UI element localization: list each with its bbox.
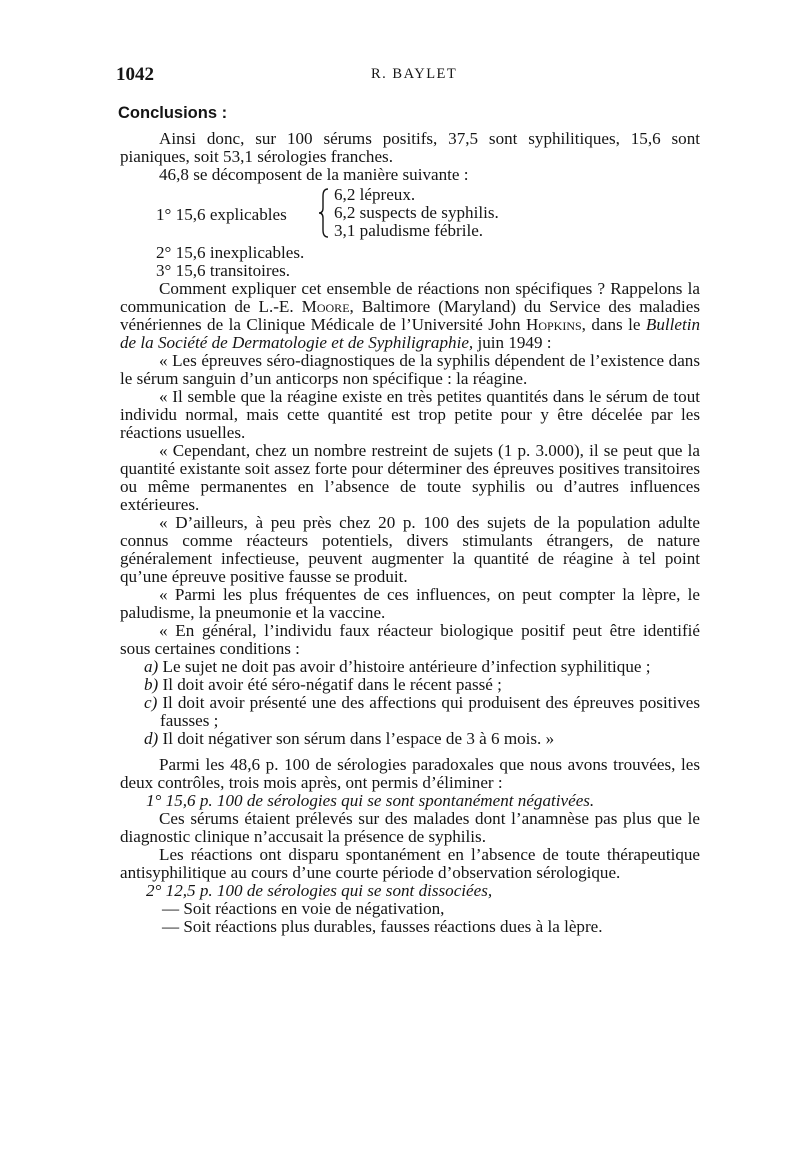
condition-item (120, 658, 700, 676)
list-item: 2° 15,6 inexplicables. (156, 243, 305, 262)
journal-title: Bulletin de la Société de Dermatologie et de Syphiligraphie, (120, 315, 700, 352)
quote-paragraph: « En général, l’individu faux réacteur biologique positif peut être identifié sous certaines conditions : (120, 621, 700, 658)
page-header (116, 60, 700, 90)
item-heading: 1° 15,6 p. 100 de sérologies qui se sont spontanément négativées. (146, 791, 595, 810)
breakdown-block (120, 186, 700, 244)
condition-text: Il doit négativer son sérum dans l’espace de 3 à 6 mois. » (158, 729, 555, 748)
condition-marker: b) (144, 675, 159, 694)
dash-item: — Soit réactions en voie de négativation, (162, 899, 445, 918)
quote-paragraph: « Parmi les plus fréquentes de ces influences, on peut compter la lèpre, le paludisme, la pneumonie et la vaccine. (120, 585, 700, 622)
list-item: 3° 15,6 transitoires. (156, 261, 291, 280)
paragraph: 46,8 se décomposent de la manière suivante : (159, 165, 469, 184)
quote-paragraph: « D’ailleurs, à peu près chez 20 p. 100 des sujets de la population adulte connus comme réacteurs potentiels, divers stimulants étrangers, de nature généralement infectieuse, peuvent augmenter la quantité de réagine à tel point qu’une épreuve positive fausse se produit. (120, 513, 700, 586)
condition-text: Il doit avoir présenté une des affections qui produisent des épreuves positives fausses ; (157, 693, 700, 730)
page-number: 1042 (116, 64, 154, 85)
dash-item: — Soit réactions plus durables, fausses réactions dues à la lèpre. (162, 917, 603, 936)
condition-marker: d) (144, 729, 159, 748)
text-span: Comment expliquer cet ensemble de réactions non spécifiques ? Rappelons la communication de L.-E. (120, 279, 700, 316)
condition-item (120, 676, 700, 694)
quote-paragraph: « Cependant, chez un nombre restreint de sujets (1 p. 3.000), il se peut que la quantité existante soit assez forte pour déterminer des épreuves positives transitoires ou même permanentes en l’absence de toute syphilis ou d’autres influences extérieures. (120, 441, 700, 514)
condition-text: Il doit avoir été séro-négatif dans le récent passé ; (158, 675, 502, 694)
breakdown-item: 6,2 lépreux. (334, 185, 416, 204)
paragraph: Les réactions ont disparu spontanément en l’absence de toute thérapeutique antisyphilitique au cours d’une courte période d’observation sérologique. (120, 845, 700, 882)
breakdown-item: 6,2 suspects de syphilis. (334, 203, 499, 222)
author-name: Hopkins (525, 315, 582, 334)
paragraph: Parmi les 48,6 p. 100 de sérologies paradoxales que nous avons trouvées, les deux contrôles, trois mois après, ont permis d’éliminer : (120, 755, 700, 792)
paragraph-moore (120, 280, 700, 352)
brace-icon (318, 188, 330, 238)
item-heading: 2° 12,5 p. 100 de sérologies qui se sont dissociées, (146, 881, 493, 900)
condition-marker: a) (144, 657, 159, 676)
condition-item (120, 694, 700, 730)
text-span: , Baltimore (Maryland) du Service des maladies vénériennes de la Clinique Médicale de l’Université John (120, 297, 700, 334)
condition-marker: c) (144, 693, 158, 712)
running-head: R. BAYLET (371, 66, 458, 82)
text-span: , dans le (581, 315, 646, 334)
section-heading: Conclusions : (118, 104, 228, 122)
text-span: juin 1949 : (473, 333, 552, 352)
body-text (120, 130, 700, 936)
condition-text: Le sujet ne doit pas avoir d’histoire antérieure d’infection syphilitique ; (158, 657, 651, 676)
breakdown-items (334, 186, 499, 240)
author-name: Moore (301, 297, 350, 316)
breakdown-label: 1° 15,6 explicables (156, 205, 287, 224)
quote-paragraph: « Les épreuves séro-diagnostiques de la syphilis dépendent de l’existence dans le sérum sanguin d’un anticorps non spécifique : la réagine. (120, 351, 700, 388)
condition-item (120, 730, 700, 748)
breakdown-item: 3,1 paludisme fébrile. (334, 221, 484, 240)
quote-paragraph: « Il semble que la réagine existe en très petites quantités dans le sérum de tout individu normal, mais cette quantité est trop petite pour y être décelée par les réactions usuelles. (120, 387, 700, 442)
paragraph: Ces sérums étaient prélevés sur des malades dont l’anamnèse pas plus que le diagnostic clinique n’accusait la présence de syphilis. (120, 809, 700, 846)
paragraph: Ainsi donc, sur 100 sérums positifs, 37,5 sont syphilitiques, 15,6 sont pianiques, soit 53,1 sérologies franches. (120, 129, 700, 166)
